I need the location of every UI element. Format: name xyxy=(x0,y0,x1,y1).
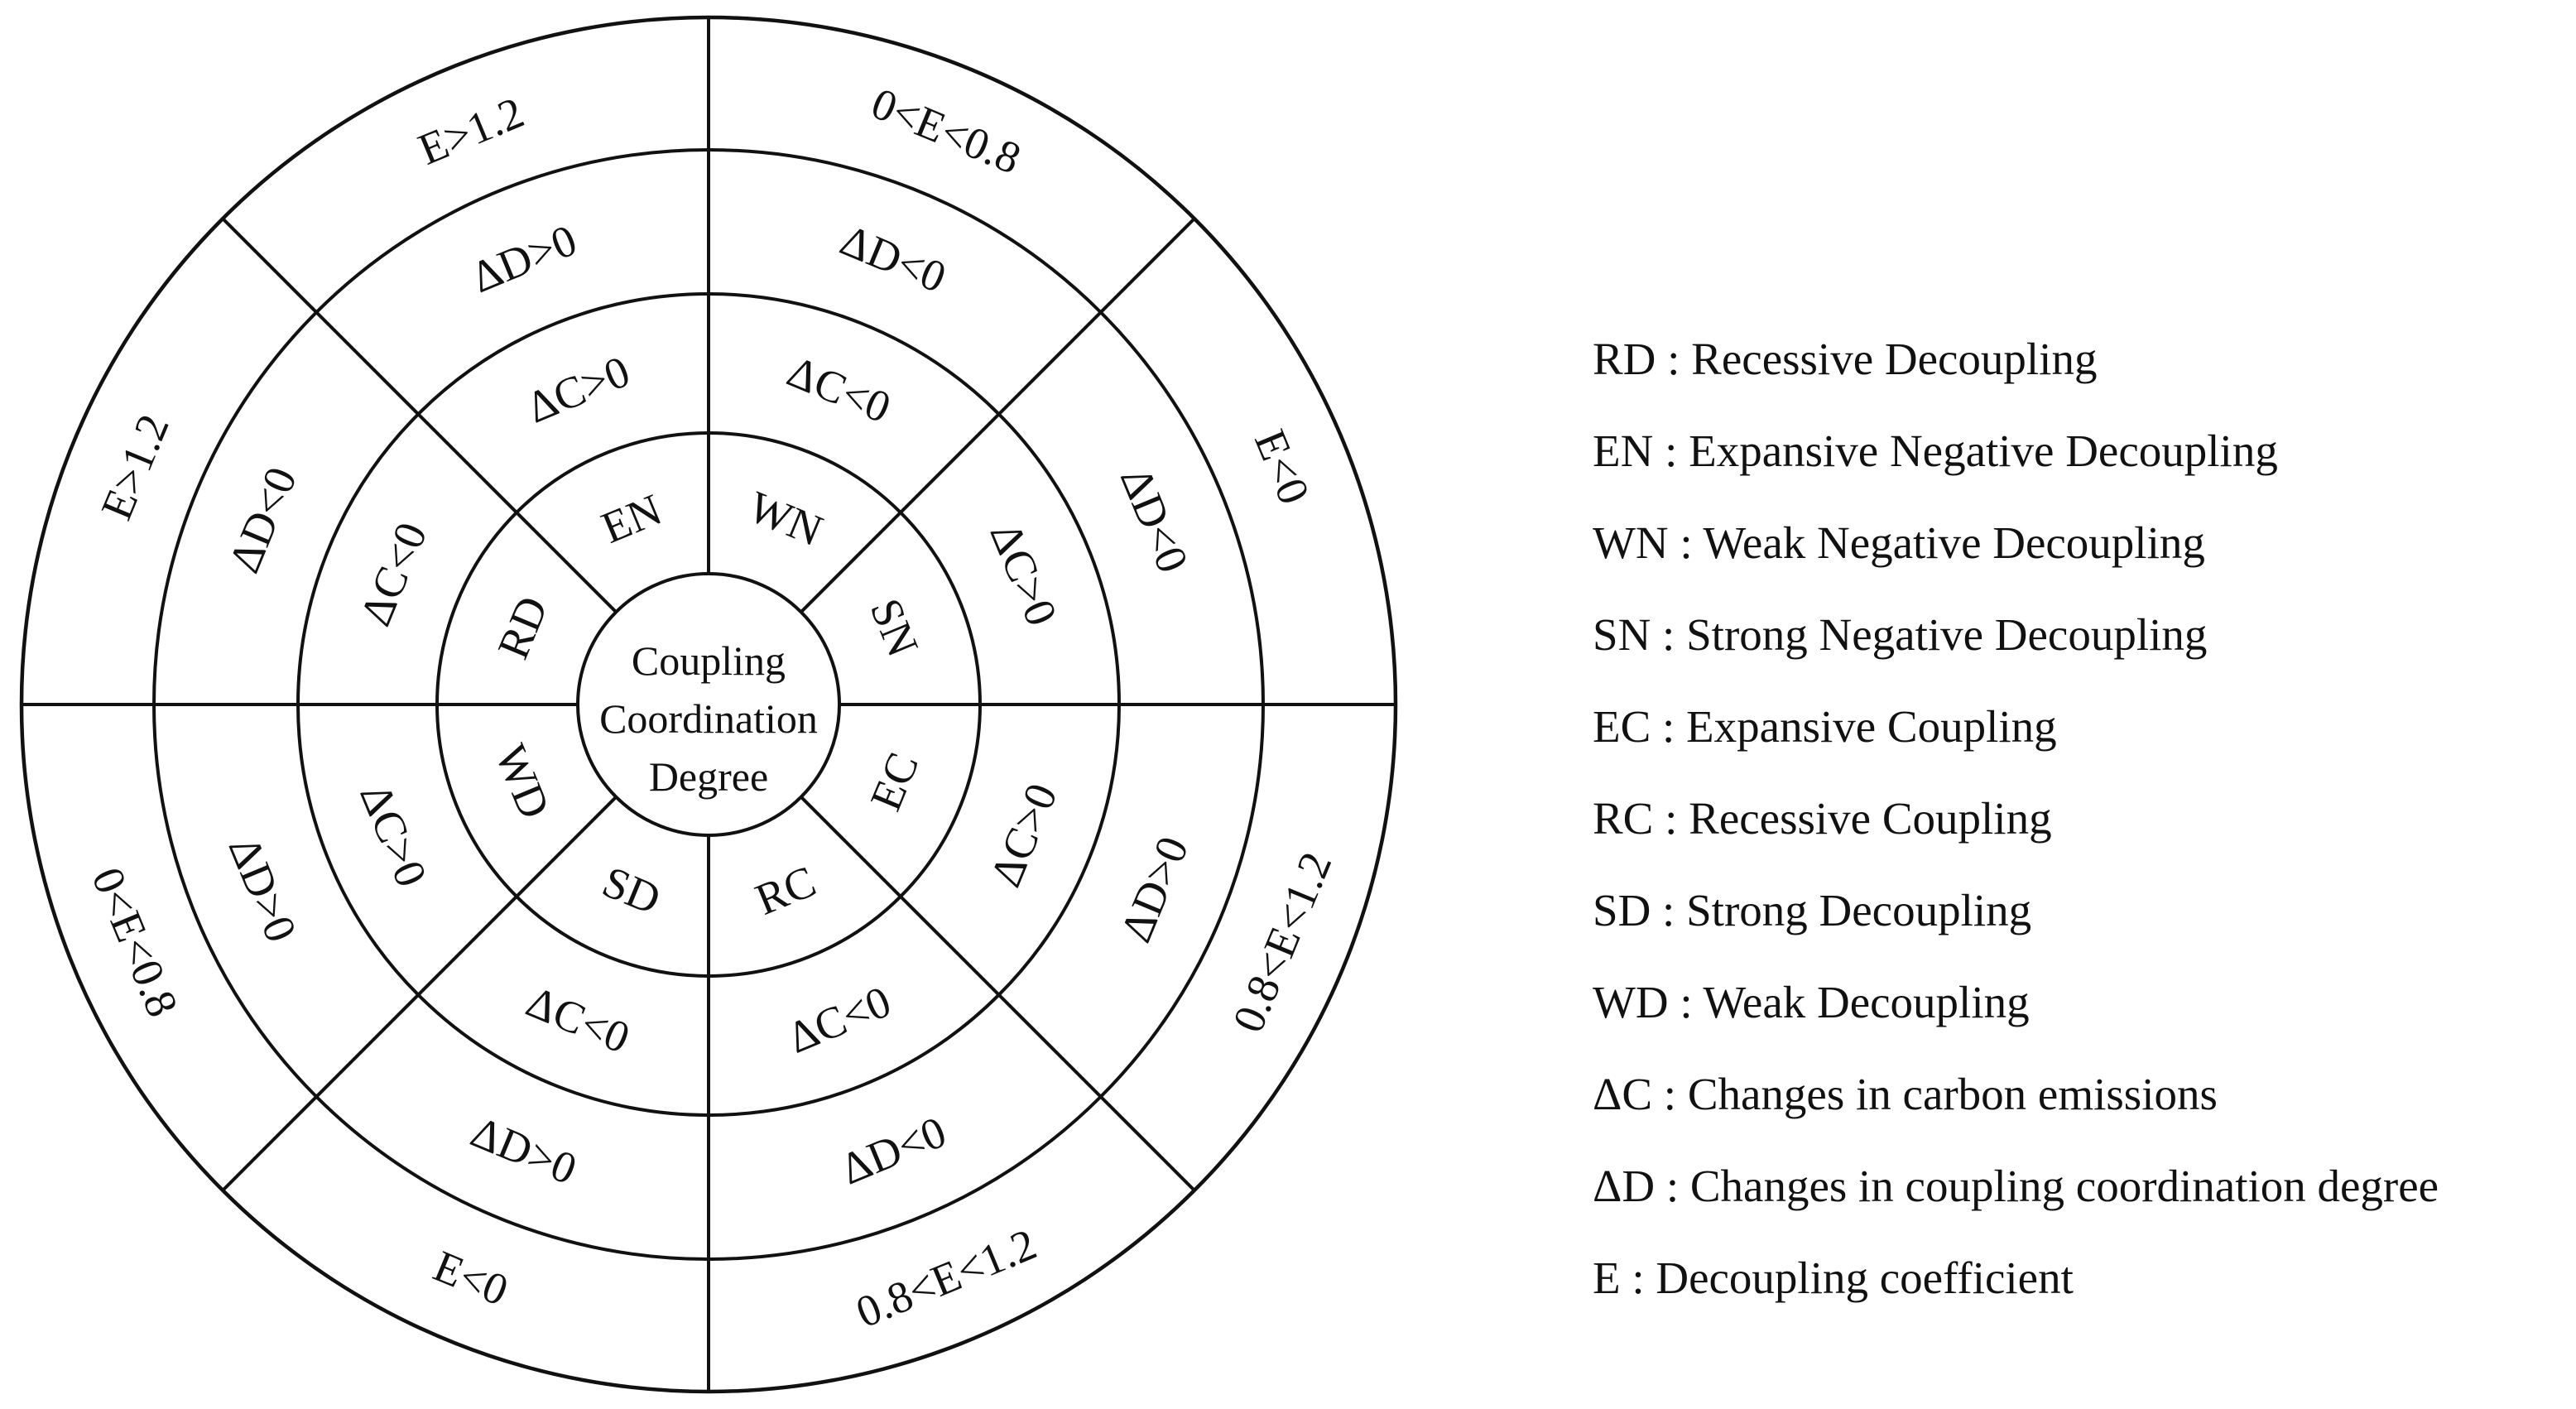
wheel-label-delta-d-5: ΔD>0 xyxy=(219,830,307,950)
wheel-label-state-7: EN xyxy=(594,484,669,553)
wheel-label-state-1: SN xyxy=(860,591,929,664)
legend-item-ec: EC : Expansive Coupling xyxy=(1593,701,2057,752)
legend-item-wn: WN : Weak Negative Decoupling xyxy=(1593,517,2205,568)
legend-item-e: E : Decoupling coefficient xyxy=(1593,1253,2074,1303)
legend-item-delta-d: ΔD : Changes in coupling coordination degree xyxy=(1593,1161,2439,1211)
wheel-label-state-0: WN xyxy=(741,481,830,556)
wheel-label-delta-c-6: ΔC<0 xyxy=(350,515,437,633)
wheel-label-delta-d-1: ΔD<0 xyxy=(1110,459,1199,579)
wheel-label-state-2: EC xyxy=(860,745,929,818)
legend-item-delta-c: ΔC : Changes in carbon emissions xyxy=(1593,1069,2218,1119)
wheel-label-state-5: WD xyxy=(485,737,560,826)
wheel-label-outer-7: E>1.2 xyxy=(411,87,531,175)
wheel-label-delta-c-1: ΔC>0 xyxy=(980,515,1067,633)
wheel-label-outer-4: E<0 xyxy=(426,1240,516,1315)
center-label-line-3: Degree xyxy=(648,753,769,800)
wheel-label-delta-c-3: ΔC<0 xyxy=(780,976,898,1063)
center-label-line-2: Coordination xyxy=(599,695,818,742)
wheel-label-outer-1: E<0 xyxy=(1244,422,1319,512)
wheel-label-outer-6: E>1.2 xyxy=(91,407,179,527)
wheel-label-state-6: RD xyxy=(488,589,558,666)
wheel-label-delta-c-7: ΔC>0 xyxy=(519,346,637,433)
wheel-label-outer-3: 0.8<E<1.2 xyxy=(848,1219,1044,1338)
center-label-line-1: Coupling xyxy=(631,637,786,684)
center-label xyxy=(599,637,818,800)
legend-item-wd: WD : Weak Decoupling xyxy=(1593,977,2030,1027)
wheel-label-delta-c-2: ΔC>0 xyxy=(980,776,1067,894)
wheel-label-state-4: SD xyxy=(595,856,668,925)
legend-item-sd: SD : Strong Decoupling xyxy=(1593,885,2032,935)
legend xyxy=(1593,313,2569,1324)
wheel-label-delta-d-4: ΔD>0 xyxy=(464,1106,584,1195)
wheel-label-delta-d-0: ΔD<0 xyxy=(834,214,954,303)
wheel-label-delta-c-5: ΔC>0 xyxy=(350,776,437,894)
wheel-label-state-3: RC xyxy=(748,856,823,926)
wheel-label-delta-c-4: ΔC<0 xyxy=(519,976,637,1063)
wheel-label-delta-d-3: ΔD<0 xyxy=(834,1106,954,1195)
wheel-label-delta-d-2: ΔD>0 xyxy=(1110,830,1199,950)
legend-item-sn: SN : Strong Negative Decoupling xyxy=(1593,609,2208,660)
legend-item-rc: RC : Recessive Coupling xyxy=(1593,793,2052,844)
legend-item-en: EN : Expansive Negative Decoupling xyxy=(1593,426,2278,476)
wheel-label-delta-d-7: ΔD>0 xyxy=(464,214,584,303)
wheel-label-delta-d-6: ΔD<0 xyxy=(219,459,307,579)
wheel-label-outer-0: 0<E<0.8 xyxy=(864,78,1028,184)
wheel-label-delta-c-0: ΔC<0 xyxy=(780,346,898,433)
wheel-label-outer-2: 0.8<E<1.2 xyxy=(1223,844,1342,1040)
wheel-label-outer-5: 0<E<0.8 xyxy=(82,860,188,1024)
legend-item-rd: RD : Recessive Decoupling xyxy=(1593,334,2098,384)
